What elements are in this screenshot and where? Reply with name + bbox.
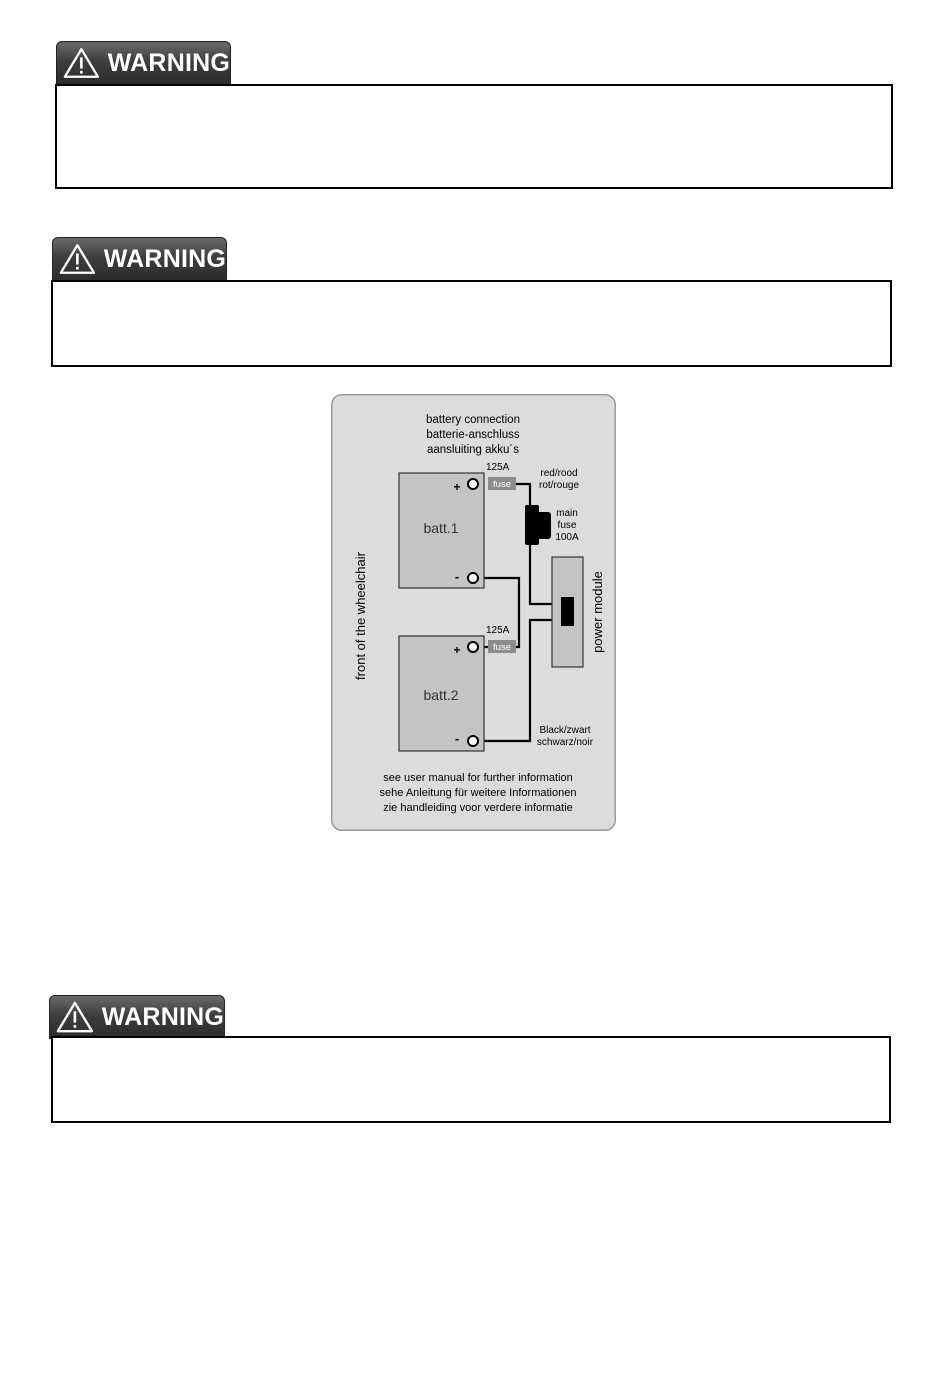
power-module-connector [561, 597, 574, 626]
battery-2-minus: - [454, 731, 460, 746]
battery-1-negative-terminal [468, 573, 478, 583]
title-line-1: battery connection [426, 414, 520, 426]
main-fuse-label-2: fuse [557, 520, 577, 531]
battery-2-label: batt.2 [423, 687, 459, 703]
warning-header-2 [52, 237, 227, 281]
warning-triangle-icon [59, 241, 96, 277]
main-fuse-label-3: 100A [555, 532, 579, 543]
footer-line-3: zie handleiding voor verdere informatie [383, 802, 573, 814]
fuse-2-label: fuse [493, 642, 511, 653]
footer-line-1: see user manual for further information [383, 772, 573, 784]
fuse-2-rating: 125A [486, 625, 510, 636]
main-fuse-clip [537, 512, 551, 539]
warning-label: WARNING [107, 48, 230, 77]
black-cable-label-2: schwarz/noir [536, 737, 594, 748]
footer-line-2: sehe Anleitung für weitere Informationen [379, 787, 577, 799]
warning-header-1 [56, 41, 231, 85]
title-line-2: batterie-anschluss [426, 429, 520, 441]
red-cable-label-1: red/rood [540, 468, 578, 479]
title-line-3: aansluiting akku´s [426, 444, 520, 456]
warning-box-3 [51, 1036, 891, 1123]
main-fuse [525, 505, 539, 545]
warning-label: WARNING [103, 244, 226, 273]
battery-1-positive-terminal [468, 479, 478, 489]
power-module-label: power module [590, 571, 605, 653]
battery-2-negative-terminal [468, 736, 478, 746]
battery-2-positive-terminal [468, 642, 478, 652]
black-cable-label-1: Black/zwart [539, 725, 591, 736]
battery-1-minus: - [454, 569, 460, 584]
battery-1-plus: + [453, 480, 461, 494]
warning-header-3 [49, 995, 225, 1039]
warning-box-1 [55, 84, 893, 189]
warning-triangle-icon [63, 45, 100, 81]
red-cable-label-2: rot/rouge [538, 480, 580, 491]
front-of-wheelchair-label: front of the wheelchair [353, 552, 368, 680]
battery-2-plus: + [453, 643, 461, 657]
fuse-1-label: fuse [493, 479, 511, 490]
warning-label: WARNING [101, 1002, 224, 1031]
warning-triangle-icon [56, 999, 94, 1035]
main-fuse-label-1: main [556, 508, 578, 519]
battery-1-label: batt.1 [423, 520, 459, 536]
battery-connection-diagram [331, 394, 616, 831]
fuse-1-rating: 125A [486, 462, 510, 473]
warning-box-2 [51, 280, 892, 367]
